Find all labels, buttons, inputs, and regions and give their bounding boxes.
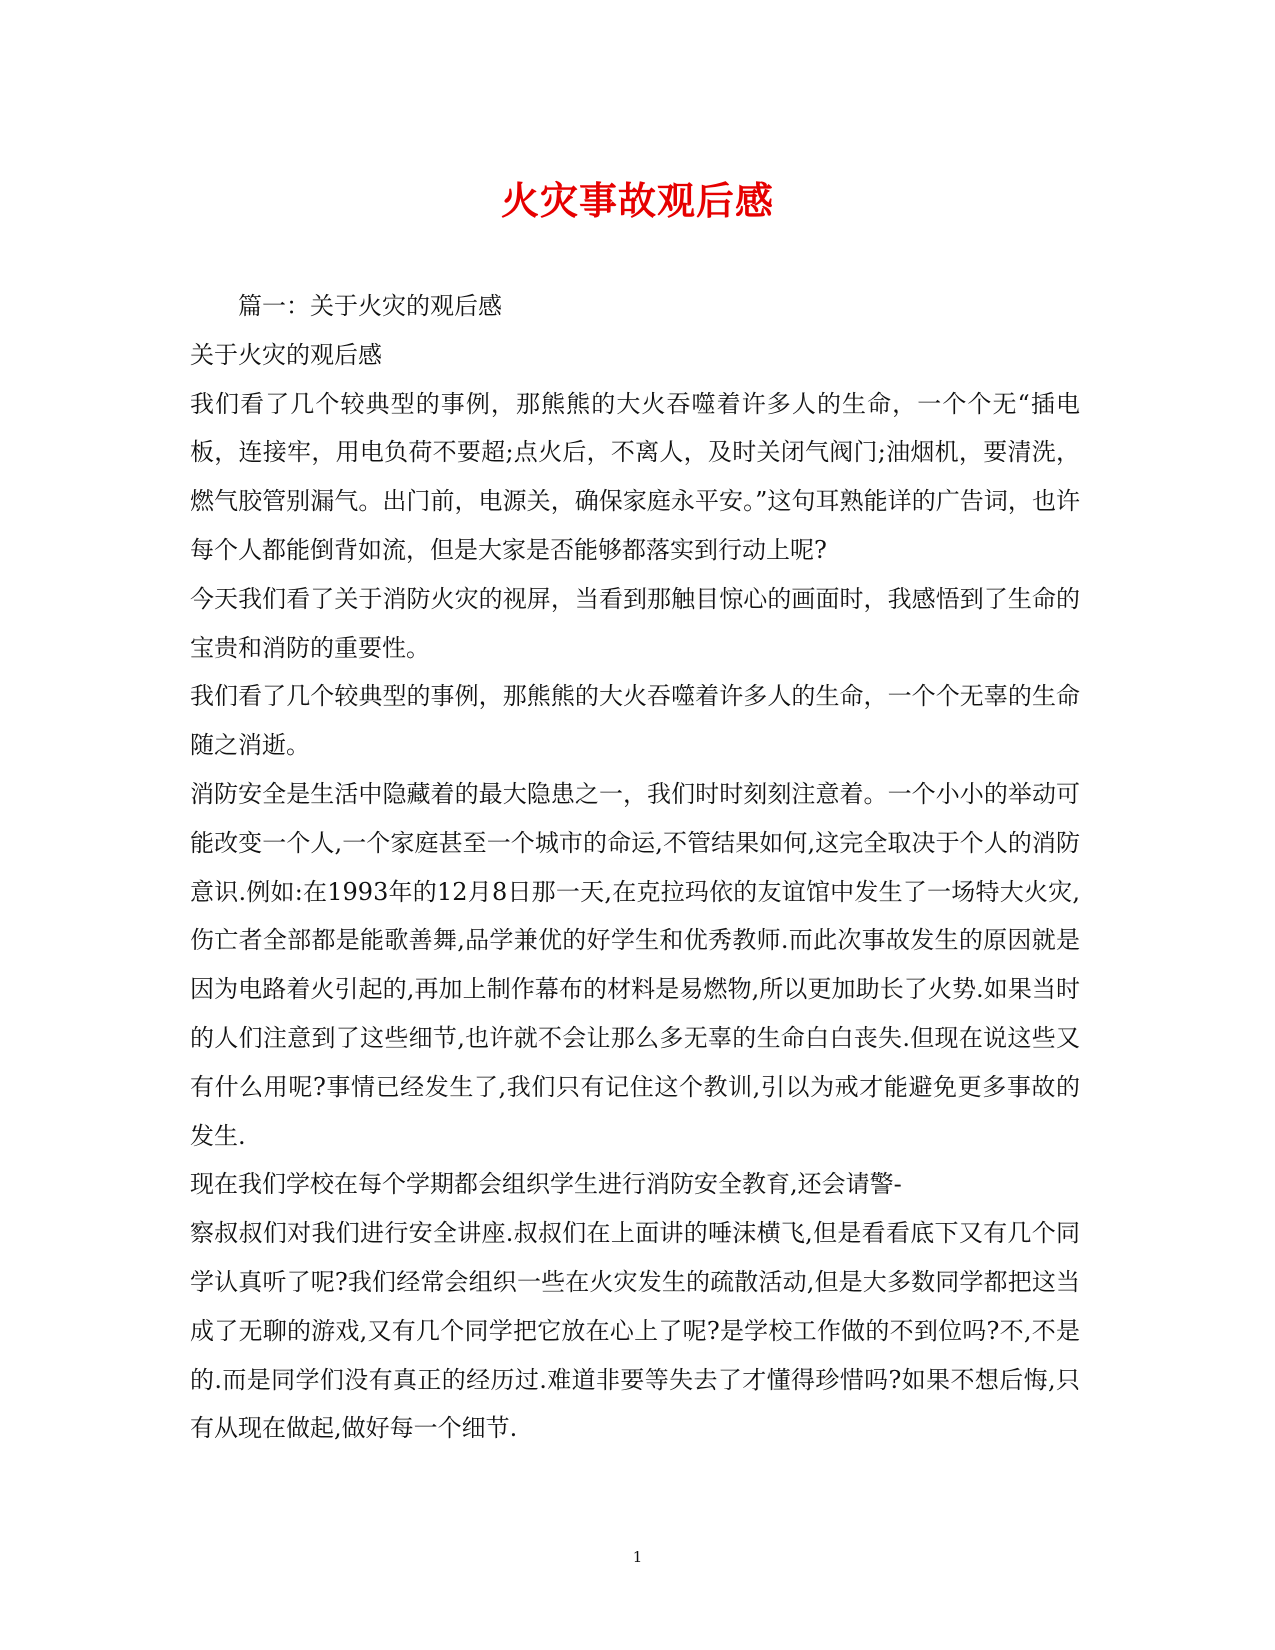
paragraph: 我们看了几个较典型的事例，那熊熊的大火吞噬着许多人的生命，一个个无“插电板，连接牢，用电负荷不要超;点火后，不离人，及时关闭气阀门;油烟机，要清洗，燃气胶管别漏气。出门前，电源关，确保家庭永平安。”这句耳熟能详的广告词，也许每个人都能倒背如流，但是大家是否能够都落实到行动上呢? xyxy=(190,389,1080,564)
paragraph: 消防安全是生活中隐藏着的最大隐患之一，我们时时刻刻注意着。一个小小的举动可能改变一个人,一个家庭甚至一个城市的命运,不管结果如何,这完全取决于个人的消防意识.例如:在1993年的12月8日那一天,在克拉玛依的友谊馆中发生了一场特大火灾,伤亡者全部都是能歌善舞,品学兼优的好学生和优秀教师.而此次事故发生的原因就是因为电路着火引起的,再加上制作幕布的材料是易燃物,所以更加助长了火势.如果当时的人们注意到了这些细节,也许就不会让那么多无辜的生命白白丧失.但现在说这些又有什么用呢?事情已经发生了,我们只有记住这个教训,引以为戒才能避免更多事故的发生. xyxy=(190,779,1080,1150)
document-title: 火灾事故观后感 xyxy=(500,178,774,223)
page-number: 1 xyxy=(632,1548,643,1566)
paragraph: 关于火灾的观后感 xyxy=(190,340,382,369)
document-body xyxy=(190,282,1080,1453)
paragraph: 现在我们学校在每个学期都会组织学生进行消防安全教育,还会请警- xyxy=(190,1170,902,1199)
paragraph: 我们看了几个较典型的事例，那熊熊的大火吞噬着许多人的生命，一个个无辜的生命随之消逝。 xyxy=(190,682,1080,760)
paragraph: 察叔叔们对我们进行安全讲座.叔叔们在上面讲的唾沫横飞,但是看看底下又有几个同学认真听了呢?我们经常会组织一些在火灾发生的疏散活动,但是大多数同学都把这当成了无聊的游戏,又有几个同学把它放在心上了呢?是学校工作做的不到位吗?不,不是的.而是同学们没有真正的经历过.难道非要等失去了才懂得珍惜吗?如果不想后悔,只有从现在做起,做好每一个细节. xyxy=(190,1219,1080,1443)
section-heading: 篇一：关于火灾的观后感 xyxy=(238,292,502,320)
paragraph: 今天我们看了关于消防火灾的视屏，当看到那触目惊心的画面时，我感悟到了生命的宝贵和消防的重要性。 xyxy=(190,584,1080,662)
